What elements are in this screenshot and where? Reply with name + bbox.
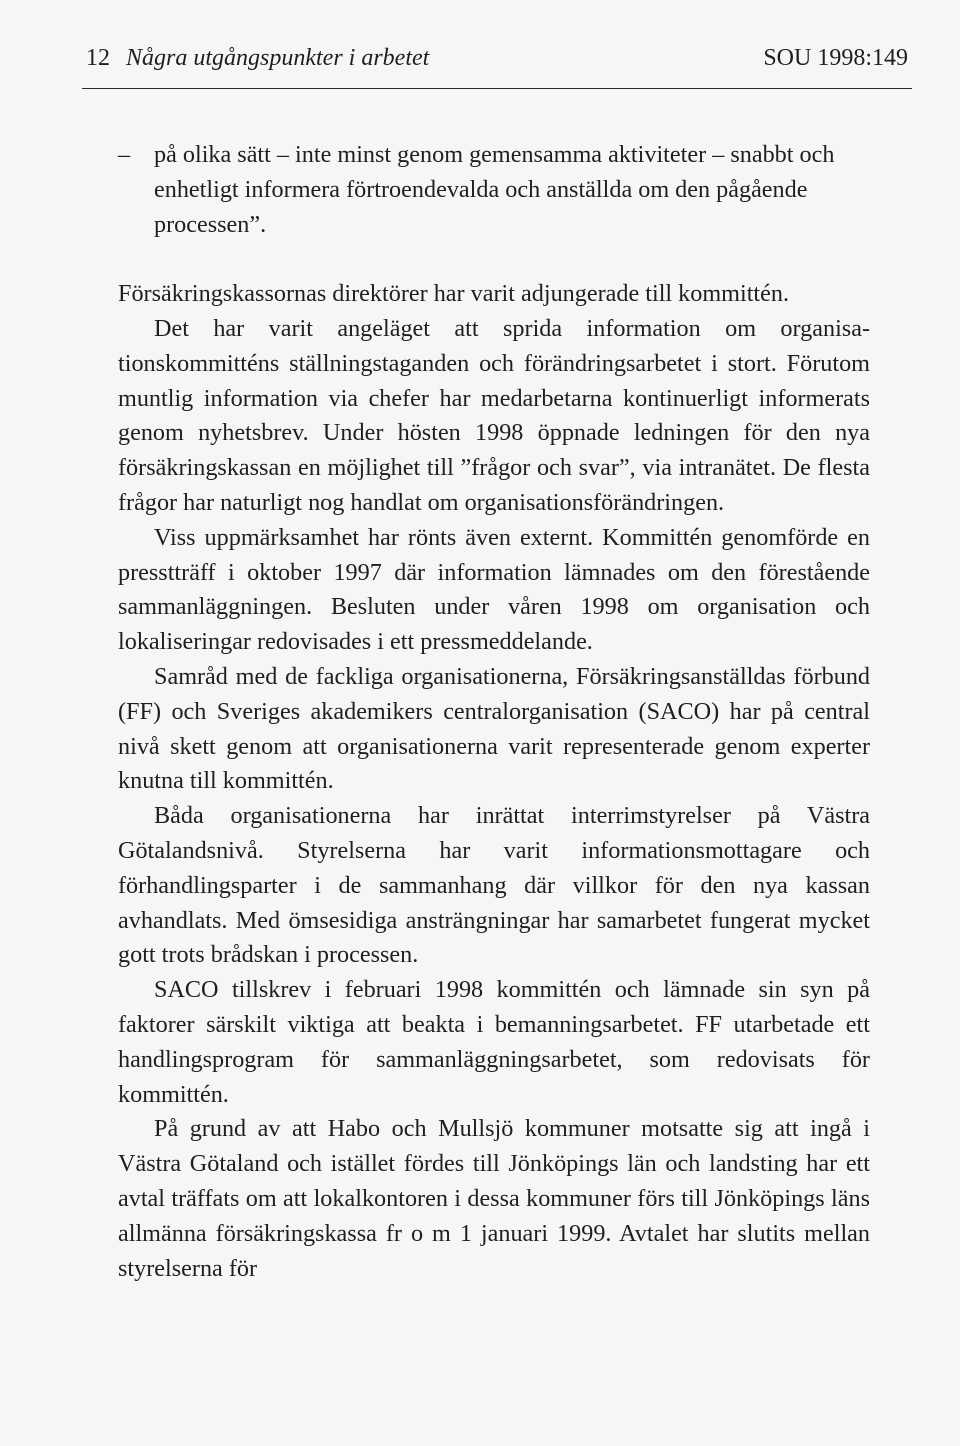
paragraph: Samråd med de fackliga organisationerna, Försäkringsanställdas förbund (FF) och Sveriges akademikers centralorganisation (SACO) har på central nivå skett genom att organisationerna varit representerade genom experter knutna till kommittén. bbox=[118, 662, 870, 795]
list-dash: – bbox=[118, 141, 131, 168]
paragraph: På grund av att Habo och Mullsjö kommuner motsatte sig att ingå i Västra Götaland och istället fördes till Jönköpings län och landsting har ett avtal träffats om att lokalkontoren i dessa kommuner förs till Jönköpings läns allmänna försäkringskassa fr o m 1 januari 1999. Avtalet har slutits mellan styrelserna för bbox=[118, 1115, 870, 1282]
paragraph: Viss uppmärksamhet har rönts även externt. Kommittén genomförde en presstträff i oktober 1997 där information lämnades om den förestående sammanläggningen. Besluten under våren 1998 om organisation och lokaliseringar redovisades i ett pressmeddelande. bbox=[118, 523, 870, 656]
running-header bbox=[86, 40, 908, 76]
paragraph: Försäkringskassornas direktörer har varit adjungerade till kommittén. bbox=[118, 280, 790, 308]
quote-item bbox=[118, 138, 870, 242]
document-id: SOU 1998:149 bbox=[763, 45, 908, 71]
paragraph: Båda organisationerna har inrättat interrimstyrelser på Västra Götalandsnivå. Styrelserna har varit informationsmottagare och förhandlingsparter i de sammanhang där villkor för den nya kassan avhandlats. Med ömsesidiga ansträngningar har samarbetet fungerat mycket gott trots brådskan i processen. bbox=[118, 802, 870, 969]
paragraph: Det har varit angeläget att sprida information om organisationskommitténs ställningstaganden och förändringsarbetet i stort. Förutom muntlig information via chefer har medarbetarna kontinuerligt informerats genom nyhetsbrev. Under hösten 1998 öppnade ledningen för den nya försäkringskassan en möjlighet till ”frågor och svar”, via intranätet. De flesta frågor har naturligt nog handlat om organisationsförändringen. bbox=[118, 314, 870, 516]
header-left bbox=[86, 40, 429, 76]
chapter-title: Några utgångspunkter i arbetet bbox=[126, 45, 430, 71]
quote-text: på olika sätt – inte minst genom gemensamma aktiviteter – snabbt och enhetligt informera förtroendevalda och anställda om den pågående processen”. bbox=[154, 141, 835, 238]
header-rule bbox=[82, 88, 912, 89]
body-text bbox=[118, 138, 870, 1286]
page-number: 12 bbox=[86, 45, 110, 71]
paragraph: SACO tillskrev i februari 1998 kommittén och lämnade sin syn på faktorer särskilt viktiga att beakta i bemanningsarbetet. FF utarbetade ett handlingsprogram för sammanläggningsarbetet, som redovisats för kommittén. bbox=[118, 976, 870, 1108]
